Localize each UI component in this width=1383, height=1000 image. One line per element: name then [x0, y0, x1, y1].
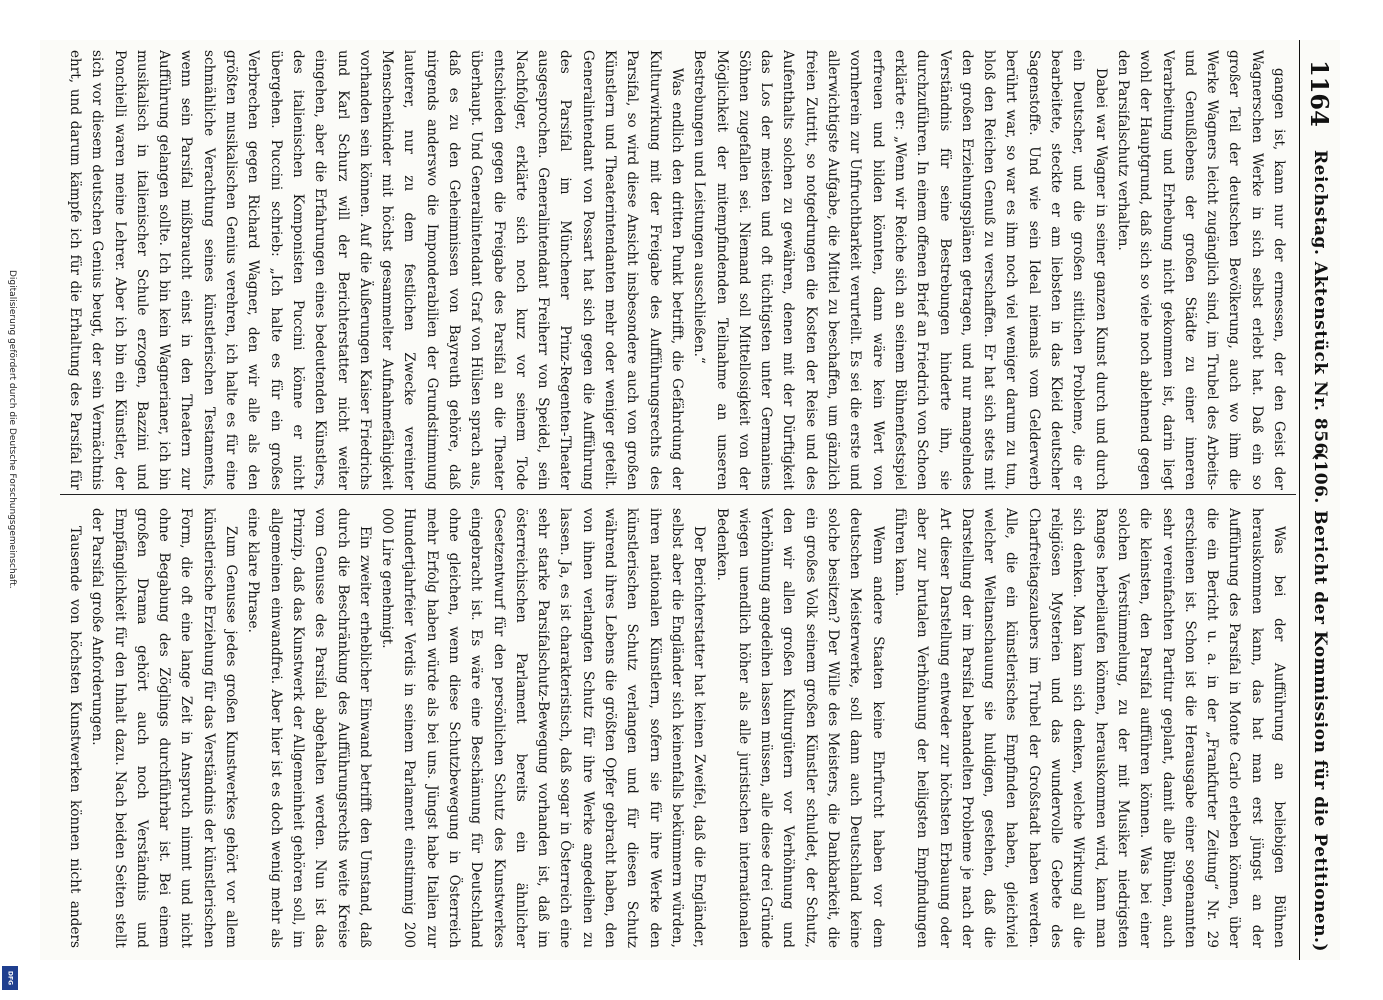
paragraph: Was endlich den dritten Punkt betrifft, die Gefährdung der Kulturwirkung mit der Freigabe des Aufführungsrechts des Parsifal, so wird diese Ansicht insbesondere auch von großen Künstlern und Theaterintendanten mehr oder weniger geteilt. Generalintendant von Possart hat sich gegen die Aufführung des Parsifal im Münchener Prinz-Regenten-Theater ausgesprochen. Generalintendant Freiherr von Speidel, sein Nachfolger, erklärte sich noch kurz vor seinem Tode entschieden gegen die Freigabe des Parsifal an die Theater überhaupt. Und Generalintendant Graf von Hülsen sprach aus, daß es zu den Geheimnissen von Bayreuth gehöre, daß nirgends anderswo die Imponderabilien der Grundstimmung lauterer, nur zu dem festlichen Zwecke vereinter Menschenkinder mit höchst gesammelter Aufnahmefähigkeit vorhanden sein können. Auf die Äußerungen Kaiser Friedrichs und Karl Schurz will der Berichterstatter nicht weiter eingehen, aber die Erfahrungen eines bedeutenden Künstlers, des italienischen Komponisten Puccini könne er nicht übergehen. Puccini schrieb: „Ich halte es für ein großes Verbrechen gegen Richard Wagner, den wir alle als den größten musikalischen Genius verehren, ich halte es für eine schmähliche Verachtung seines künstlerischen Testaments, wenn sein Parsifal mißbraucht einst in den Theatern zur Aufführung gelangen sollte. Ich bin kein Wagnerianer, ich bin musikalisch in italienischer Schule erzogen, Bazzini und Ponchielli waren meine Lehrer. Aber ich bin ein Künstler, der sich vor diesem deutschen Genius beugt, der sein Vermächtnis ehrt, und darum kämpfe ich für die Erhaltung des Parsifal für: [66, 50, 685, 490]
text-column-right: [60, 508, 1290, 948]
scanned-page: [40, 40, 1340, 960]
paragraph: Was bei der Aufführung an beliebigen Bühnen herauskommen kann, das hat man erst jüngst an der Aufführung des Parsifal in Monte Carlo erleben können, über die ein Bericht u. a. in der „Frankfurter Zeitung“ Nr. 29 erschienen ist. Schon ist die Herausgabe einer sogenannten sehr vereinfachten Partitur geplant, damit alle Bühnen, auch die kleinsten, den Parsifal aufführen können. Was bei einer solchen Verstümmelung, zu der mit Musiker niedrigsten Ranges herbeilaufen können, herauskommen wird, kann man sich denken. Man kann sich denken, welche Wirkung all die religiösen Mysterien und das wundervolle Gebete des Charfreitagszaubers im Trubel der Großstadt haben werden. Alle, die ein künstlerisches Empfinden haben, gleichviel welcher Weltanschauung sie huldigen, gestehen, daß die Darstellung der im Parsifal behandelten Probleme je nach der Art dieser Darstellung entweder zur höchsten Erbauung oder aber zur brutalen Verhöhnung der heiligsten Empfindungen führen kann.: [891, 508, 1287, 948]
header-title-left: Reichstag. Aktenstück Nr. 856.: [1310, 150, 1330, 462]
rotated-page-content: [40, 40, 1340, 960]
paragraph: gangen ist, kann nur der ermessen, der den Geist der Wagnerschen Werke in sich selbst erlebt hat. Daß ein so großer Teil der deutschen Bevölkerung, auch wo ihm die Werke Wagners leicht zugänglich sind, im Trubel des Arbeits- und Genußlebens der großen Städte zu einer inneren Verarbeitung und Erhebung nicht gekommen ist, darin liegt wohl der Hauptgrund, daß sich so viele noch ablehnend gegen den Parsifalschutz verhalten.: [1114, 50, 1287, 490]
paragraph: Dabei war Wagner in seiner ganzen Kunst durch und durch ein Deutscher, und die großen sittlichen Probleme, die er bearbeitete, steckte er am liebsten in das Kleid deutscher Sagenstoffe. Und wie sein Ideal niemals vom Gelderwerb berührt war, so war es ihm noch viel weniger darum zu tun, bloß den Reichen Genuß zu verschaffen. Er hat sich stets mit den großen Erziehungsplänen getragen, und nur mangelndes Verständnis für seine Bestrebungen hinderte ihn, sie durchzuführen. In einem offenen Brief an Friedrich von Schoen erklärte er: „Wenn wir Reiche sich an seinem Bühnenfestspiel erfreuen und bilden könnten, dann wäre kein Wert von vornherein zur Unfruchtbarkeit verurteilt. Es sei die erste und allerwichtigste Aufgabe, die Mittel zu beschaffen, um gänzlich freien Zutritt, so notgedrungen die Kosten der Reise und des Aufenthalts solchen zu gewähren, denen mit der Dürftigkeit das Los der meisten und oft tüchtigsten unter Germaniens Söhnen zugefallen sei. Niemand soll Mittellosigkeit von der Möglichkeit der mitempfindenden Teilnahme an unseren Bestrebungen und Leistungen ausschließen.“: [691, 50, 1109, 490]
page-header: [1299, 40, 1340, 960]
dfg-logo: DFG: [2, 966, 18, 990]
digitization-strip: [0, 0, 22, 1000]
paragraph: Ein zweiter erheblicher Einwand betrifft den Umstand, daß durch die Beschränkung des Aufführungsrechts weite Kreise vom Genusse des Parsifal abgehalten werden. Nun ist das Prinzip, daß das Kunstwerk der Allgemeinheit gehören soll, im allgemeinen einwandfrei. Aber hier ist es doch wenig mehr als eine klare Phrase.: [245, 508, 373, 948]
paragraph: Zum Genusse jedes großen Kunstwerkes gehört vor allem künstlerische Erziehung für das Verständnis der künstlerischen Form, die oft eine lange Zeit in Anspruch nimmt und nicht ohne Begabung des Zöglings durchführbar ist. Bei einem großen Drama gehört auch noch Verständnis und Empfänglichkeit für den Inhalt dazu. Nach beiden Seiten stellt der Parsifal große Anforderungen.: [89, 508, 240, 948]
digitization-note: Digitalisierung gefördert durch die Deutsche Forschungsgemeinschaft.: [7, 270, 17, 589]
paragraph: Der Berichterstatter hat keinen Zweifel, daß die Engländer, selbst aber die Engländer sich keinenfalls bekümmern würden, ihren nationalen Künstlern, sofern sie für ihre Werke den künstlerischen Schutz verlangen und für diesen Schutz während ihres Lebens die größten Opfer gebracht haben, den von ihnen verlangten Schutz für ihre Werke angedeihen zu lassen. Ja, es ist charakteristisch, daß sogar in Österreich eine sehr starke Parsifalschutz-Bewegung vorhanden ist, daß im österreichischen Parlament bereits ein ähnlicher Gesetzentwurf für den persönlichen Schutz des Kunstwerkes eingebracht ist. Es wäre eine Beschämung für Deutschland ohne gleichen, wenn diese Schutzbewegung in Österreich mehr Erfolg haben würde als bei uns. Jüngst habe Italien zur Hundertjahrfeier Verdis in seinem Parlament einstimmig 200 000 Lire genehmigt.: [379, 508, 708, 948]
paragraph: Tausende von höchsten Kunstwerken können nicht anders: [66, 526, 83, 948]
column-divider: [60, 494, 1296, 495]
text-column-left: [60, 50, 1290, 490]
paragraph: Wenn andere Staaten keine Ehrfurcht haben vor dem deutschen Meisterwerke, soll dann auch Deutschland keine solche besitzen? Der Wille des Meisters, die Dankbarkeit, die ein großes Volk seinem großen Künstler schuldet, der Schutz, den wir allen großen Kulturgütern vor Verhöhnung und Verhöhnung angedeihen lassen müssen, alle diese drei Gründe wiegen unendlich höher als alle juristischen internationalen Bedenken.: [713, 508, 886, 948]
page-number: 1164: [1305, 60, 1334, 127]
header-title-right: (106. Bericht der Kommission für die Petitionen.): [1310, 451, 1330, 952]
